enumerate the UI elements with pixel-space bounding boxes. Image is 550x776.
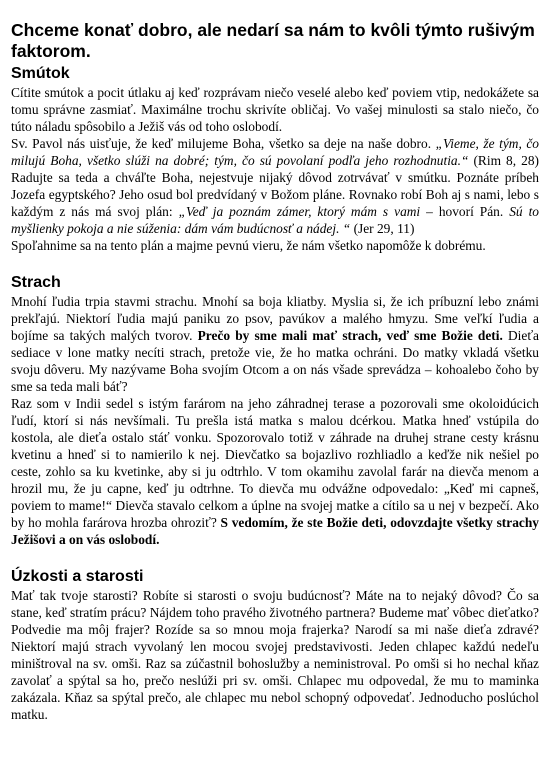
text-run: Cítite smútok a pocit útlaku aj keď rozprávam niečo veselé alebo keď poviem vtip, nedokážete sa tomu správne zasmiať. Maximálne trochu skrivíte obličaj. Vo vašej minulosti sa stalo niečo, čo túto náladu spôsobilo a Ježiš vás od toho oslobodí. bbox=[11, 85, 539, 134]
text-run: Dieťa sediace v lone matky necíti strach, pretože vie, že ho matka ochráni. Do matky vkladá všetku svoju dôveru. My nazývame Boha svojím Otcom a on nás všade sprevádza – kohoalebo čoho by sme sa teda mali báť? bbox=[11, 328, 539, 394]
paragraph bbox=[11, 587, 539, 723]
text-run: (Jer 29, 11) bbox=[350, 221, 415, 236]
quote-text: Sú to myšlienky pokoja a nie súženia: dám vám budúcnosť a nádej. “ bbox=[11, 204, 539, 236]
page-title: Chceme konať dobro, ale nedarí sa nám to kvôli týmto rušivým faktorom. bbox=[11, 20, 535, 61]
paragraph bbox=[11, 293, 539, 395]
paragraph bbox=[11, 135, 539, 237]
text-run: Spoľahnime sa na tento plán a majme pevnú vieru, že nám všetko napomôže k dobrému. bbox=[11, 238, 486, 253]
text-run: Raz som v Indii sedel s istým farárom na jeho záhradnej terase a pozorovali sme okoloidúcich ľudí, ktorí si nás nevšímali. Tu prešla istá matka s malou dcérkou. Matka hneď vstúpila do kostola, ale dieťa ostalo stáť vonku. Spozorovalo totiž v záhrade na druhej strane cesty krásnu kvetinu a hneď si to namierilo k nej. Dievčatko sa bojazlivo rozhliadlo a keďže nik nešiel po ceste, zohlo sa ku kvetinke, aby si ju odtrhlo. V tom okamihu zavolal farár na dievča menom a hrozil mu, že ju capne, keď ju odtrhne. To dievča mu odvážne odpovedalo: „Keď mi capneš, poviem to mame!“ Dievča stavalo celkom a úplne na svojej matke a cítilo sa u nej v bezpečí. Ako by ho mohla farárova hrozba ohroziť? bbox=[11, 396, 539, 530]
text-run: Mať tak tvoje starosti? Robíte si starosti o svoju budúcnosť? Máte na to nejaký dôvod? Čo sa stane, keď stratím prácu? Nájdem toho pravého životného partnera? Budeme mať vôbec dieťatko? Podvedie ma môj frajer? Rozíde sa so mnou moja frajerka? Narodí sa mi naše dieťa zdravé? Niektorí majú strach vyvolaný len mocou svojej predstavivosti. Jeden chlapec každú nedeľu miništroval na sv. omši. Raz sa zúčastnil bohoslužby a neministroval. Po omši si ho nechal kňaz zavolať a spýtal sa ho, prečo neslúži pri sv. omši. Chlapec mu odpovedal, že mu to maminka zakázala. Kňaz sa spýtal prečo, ale chlapec mu nebol schopný odpovedať. Jednoducho poslúchol matku. bbox=[11, 588, 539, 722]
paragraph bbox=[11, 395, 539, 548]
text-run: – hovorí Pán. bbox=[420, 204, 510, 219]
bold-text: Prečo by sme mali mať strach, veď sme Božie deti. bbox=[197, 328, 503, 343]
paragraph bbox=[11, 237, 539, 254]
quote-text: „Veď ja poznám zámer, ktorý mám s vami bbox=[178, 204, 421, 219]
document-page bbox=[11, 0, 539, 723]
paragraph bbox=[11, 84, 539, 135]
text-run: (Rim 8, 28) Radujte sa teda a chváľte Boha, nejestvuje nijaký dôvod zotrvávať v smútku. Poznáte príbeh Jozefa egyptského? Jeho osud bol predvídaný v Božom pláne. Rovnako robí Boh aj s nami, lebo s každým z nás má svoj plán: bbox=[11, 153, 540, 219]
bold-text: S vedomím, že ste Božie deti, odovzdajte všetky strachy Ježišovi a on vás oslobodí. bbox=[11, 515, 539, 547]
text-run: Mnohí ľudia trpia stavmi strachu. Mnohí sa boja kliatby. Myslia si, že ich príbuzní lebo známi prekľajú. Niektorí ľudia majú paniku zo psov, pavúkov a malého hmyzu. Sme veľkí ľudia a bojíme sa takých malých tvorov. bbox=[11, 294, 539, 343]
quote-text: „Vieme, že tým, čo milujú Boha, všetko slúži na dobré; tým, čo sú povolaní podľa jeho rozhodnutia.“ bbox=[11, 136, 540, 168]
section-heading-smutok: Smútok bbox=[11, 65, 70, 82]
section-heading-strach: Strach bbox=[11, 274, 61, 291]
text-run: Sv. Pavol nás uisťuje, že keď milujeme Boha, všetko sa deje na naše dobro. bbox=[11, 136, 436, 151]
section-heading-uzkosti: Úzkosti a starosti bbox=[11, 568, 144, 585]
